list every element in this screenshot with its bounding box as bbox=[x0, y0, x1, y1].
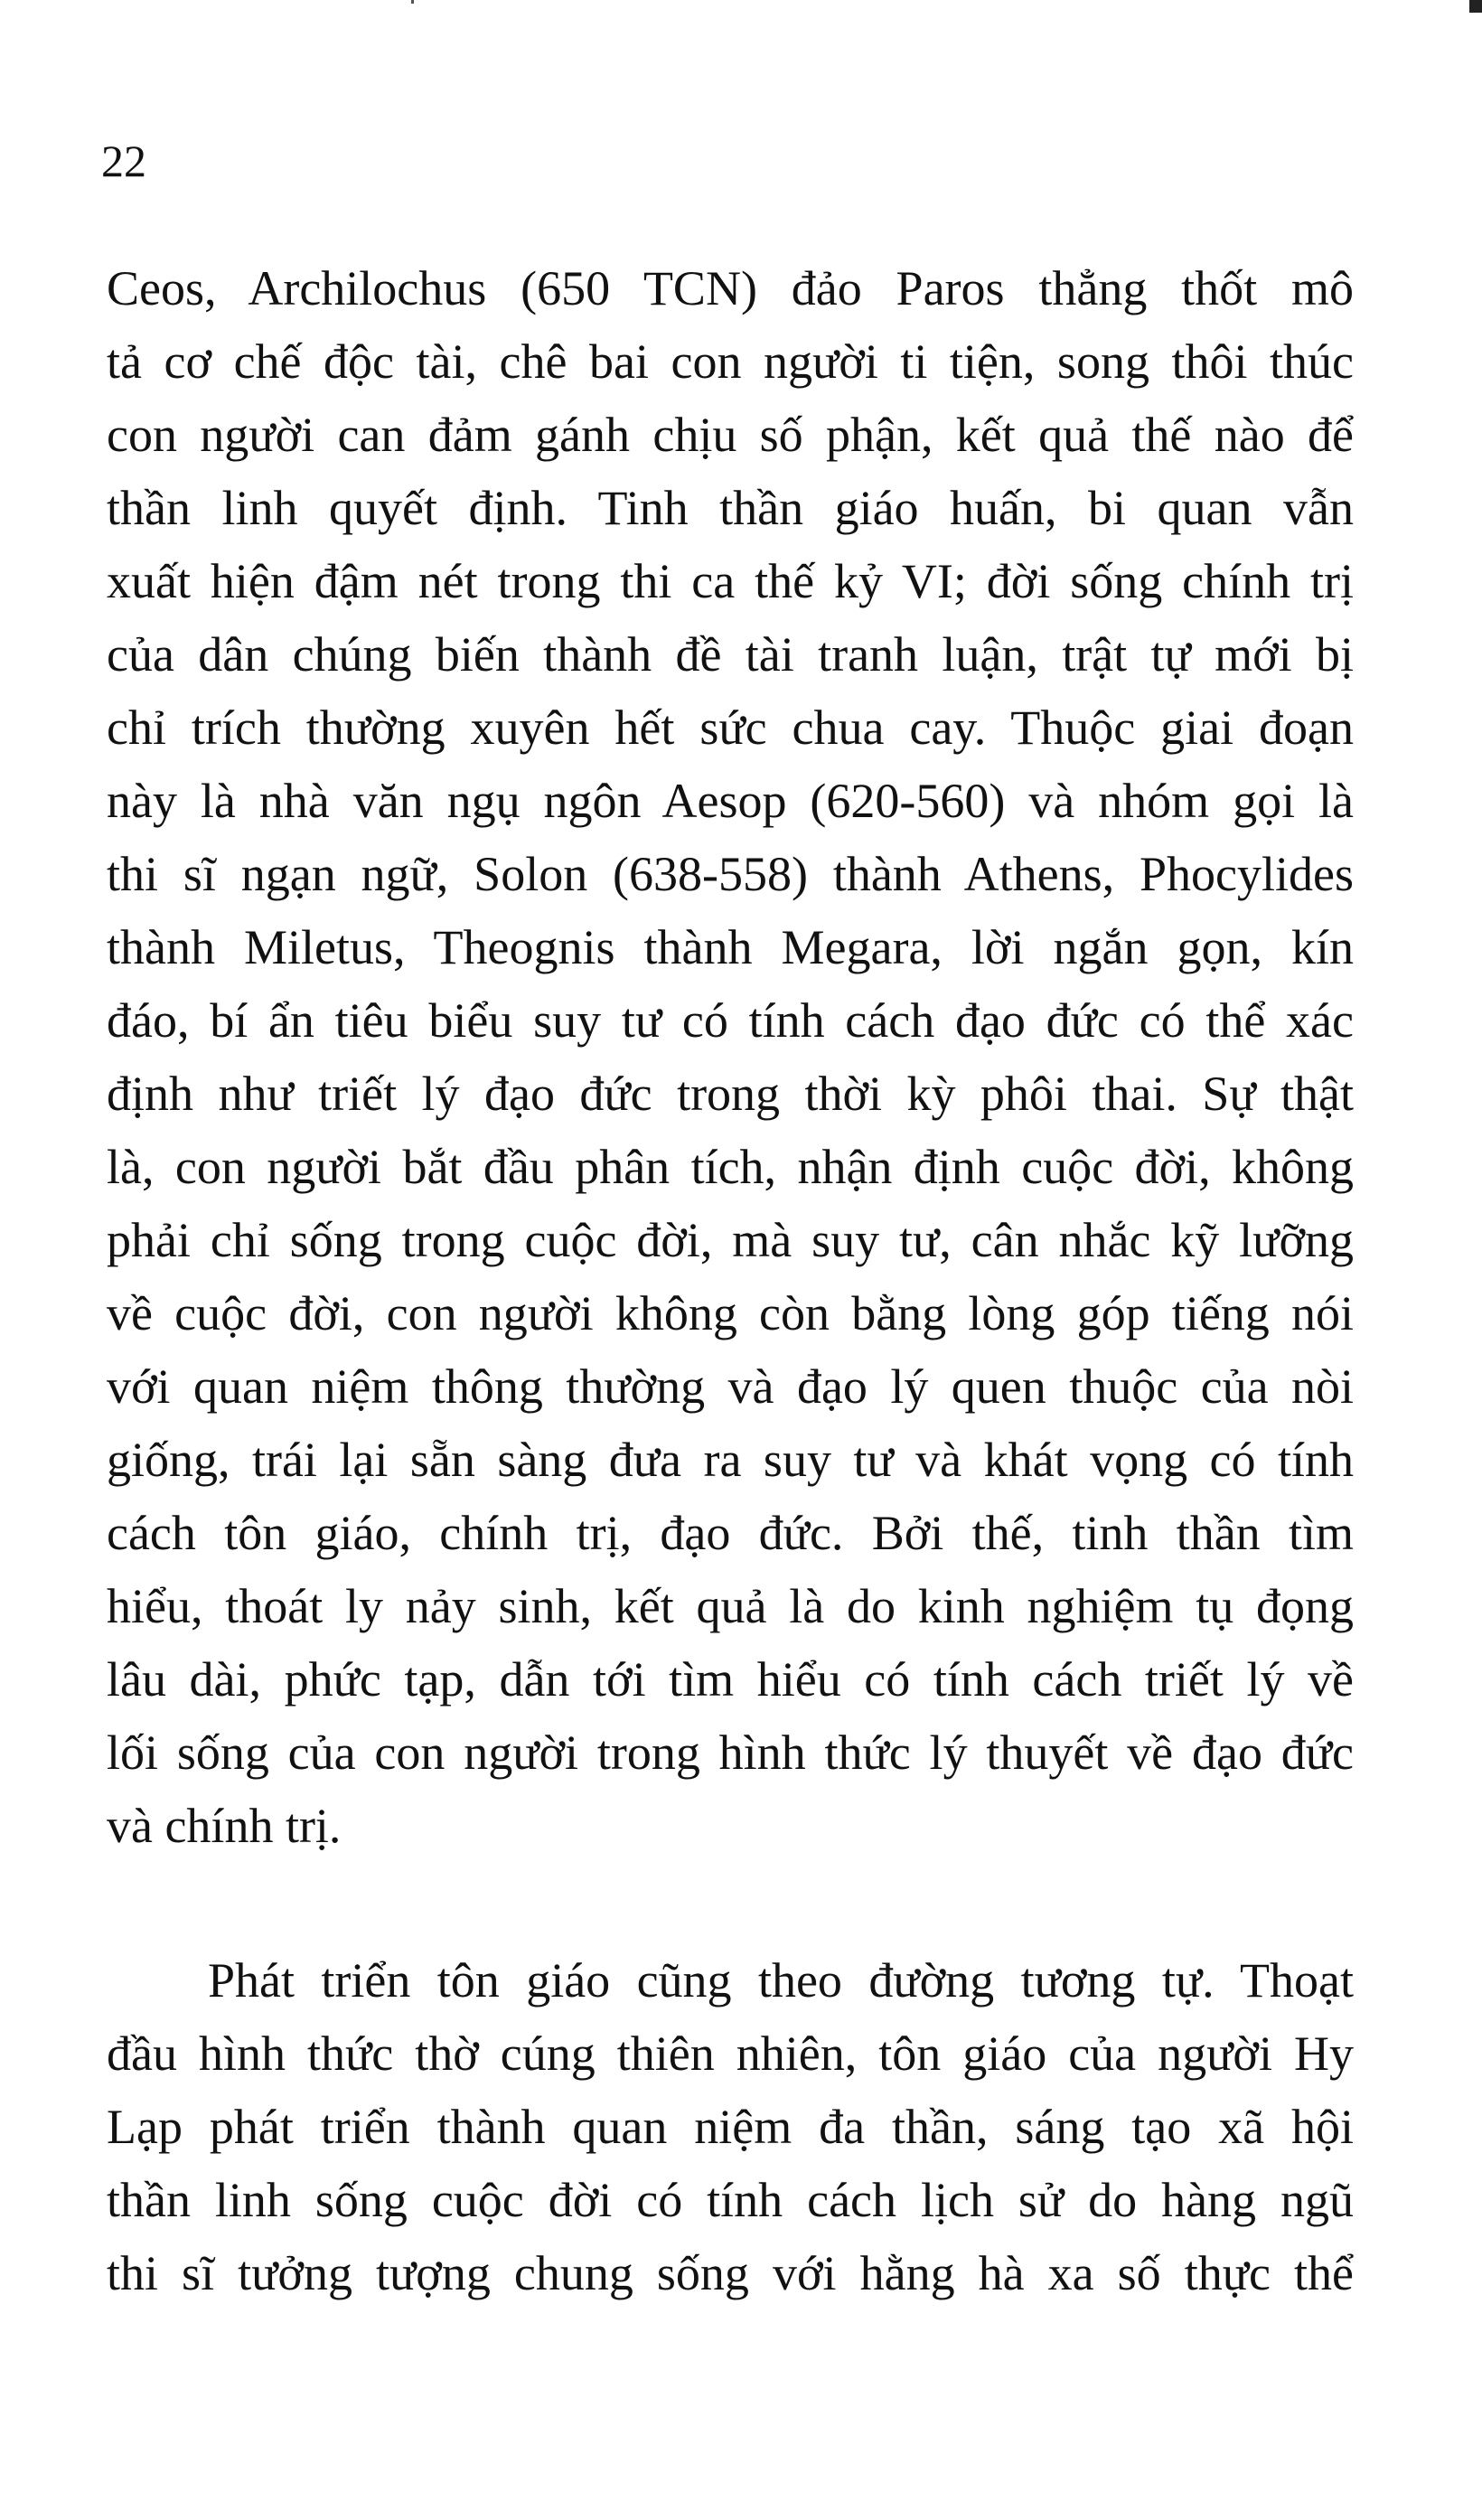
paragraph-2 bbox=[107, 1944, 1354, 2310]
text-line: của dân chúng biến thành đề tài tranh luận, trật tự mới bị bbox=[107, 627, 1354, 682]
text-line: Ceos, Archilochus (650 TCN) đảo Paros thẳng thốt mô bbox=[107, 261, 1354, 315]
text-line: về cuộc đời, con người không còn bằng lòng góp tiếng nói bbox=[107, 1286, 1354, 1340]
text-line: giống, trái lại sẵn sàng đưa ra suy tư và khát vọng có tính bbox=[107, 1433, 1354, 1487]
text-line: đầu hình thức thờ cúng thiên nhiên, tôn giáo của người Hy bbox=[107, 2026, 1354, 2081]
text-line: này là nhà văn ngụ ngôn Aesop (620-560) và nhóm gọi là bbox=[107, 774, 1354, 828]
text-line: cách tôn giáo, chính trị, đạo đức. Bởi thế, tinh thần tìm bbox=[107, 1506, 1354, 1560]
text-line: với quan niệm thông thường và đạo lý quen thuộc của nòi bbox=[107, 1359, 1354, 1414]
text-line: chỉ trích thường xuyên hết sức chua cay. Thuộc giai đoạn bbox=[107, 701, 1354, 755]
text-line: Lạp phát triển thành quan niệm đa thần, sáng tạo xã hội bbox=[107, 2100, 1354, 2154]
text-line: thi sĩ tưởng tượng chung sống với hằng hà xa số thực thể bbox=[107, 2246, 1354, 2300]
scan-edge-mark bbox=[1469, 0, 1482, 13]
text-line: hiểu, thoát ly nảy sinh, kết quả là do kinh nghiệm tụ đọng bbox=[107, 1579, 1354, 1633]
text-line: thần linh sống cuộc đời có tính cách lịch sử do hàng ngũ bbox=[107, 2173, 1354, 2227]
page-number: 22 bbox=[101, 136, 146, 186]
text-line: lâu dài, phức tạp, dẫn tới tìm hiểu có tính cách triết lý về bbox=[107, 1652, 1354, 1707]
text-line: đáo, bí ẩn tiêu biểu suy tư có tính cách đạo đức có thể xác bbox=[107, 993, 1354, 1048]
text-line: tả cơ chế độc tài, chê bai con người ti tiện, song thôi thúc bbox=[107, 334, 1354, 389]
text-line: định như triết lý đạo đức trong thời kỳ phôi thai. Sự thật bbox=[107, 1067, 1354, 1121]
text-line: và chính trị. bbox=[107, 1799, 342, 1853]
text-line: phải chỉ sống trong cuộc đời, mà suy tư, cân nhắc kỹ lưỡng bbox=[107, 1213, 1354, 1267]
text-line: lối sống của con người trong hình thức lý thuyết về đạo đức bbox=[107, 1725, 1354, 1780]
text-line: xuất hiện đậm nét trong thi ca thế kỷ VI; đời sống chính trị bbox=[107, 554, 1354, 608]
paragraph-1 bbox=[107, 252, 1354, 1863]
text-line: thành Miletus, Theognis thành Megara, lời ngắn gọn, kín bbox=[107, 920, 1354, 974]
scan-speck bbox=[411, 0, 414, 4]
text-line: là, con người bắt đầu phân tích, nhận định cuộc đời, không bbox=[107, 1140, 1354, 1194]
text-line: Phát triển tôn giáo cũng theo đường tương tự. Thoạt bbox=[208, 1953, 1354, 2008]
text-line: thần linh quyết định. Tinh thần giáo huấn, bi quan vẫn bbox=[107, 481, 1354, 535]
text-line: thi sĩ ngạn ngữ, Solon (638-558) thành Athens, Phocylides bbox=[107, 847, 1354, 901]
text-line: con người can đảm gánh chịu số phận, kết quả thế nào để bbox=[107, 408, 1354, 462]
